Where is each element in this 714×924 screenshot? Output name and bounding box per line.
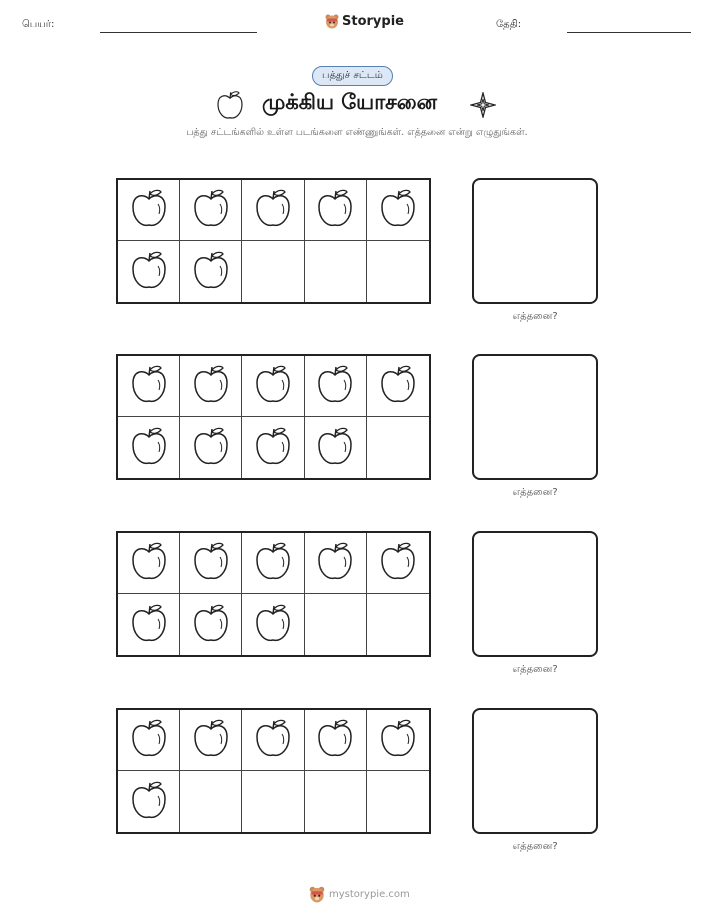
footer [309, 885, 410, 903]
apple-icon [378, 362, 418, 410]
date-field-line[interactable] [567, 32, 691, 33]
ten-frame-cell [180, 594, 242, 655]
brand-name: Storypie [342, 13, 404, 29]
date-label: தேதி: [496, 19, 522, 30]
apple-icon [129, 362, 169, 410]
ten-frame-cell [367, 533, 429, 594]
apple-icon [191, 716, 231, 764]
ten-frame-cell [118, 417, 180, 478]
apple-icon [253, 601, 293, 649]
apple-icon [215, 89, 245, 125]
apple-icon [253, 186, 293, 234]
ten-frame-cell [242, 417, 304, 478]
ten-frame-cell [367, 771, 429, 832]
ten-frame-cell [242, 594, 304, 655]
apple-icon [315, 362, 355, 410]
ten-frame-cell [180, 417, 242, 478]
answer-box[interactable] [472, 178, 598, 304]
apple-icon [253, 362, 293, 410]
ten-frame-cell [180, 771, 242, 832]
ten-frame-cell [118, 533, 180, 594]
ten-frame-cell [305, 710, 367, 771]
answer-box[interactable] [472, 354, 598, 480]
ten-frame-cell [242, 356, 304, 417]
apple-icon [378, 539, 418, 587]
ten-frame [116, 531, 431, 657]
ten-frame-cell [118, 241, 180, 302]
ten-frame-cell [180, 180, 242, 241]
page-title: முக்கிய யோசனை [262, 90, 438, 114]
apple-icon [253, 716, 293, 764]
answer-question-label: எத்தனை? [512, 311, 558, 322]
ten-frame-cell [118, 356, 180, 417]
answer-question-label: எத்தனை? [512, 487, 558, 498]
ten-frame-cell [367, 180, 429, 241]
storypie-bear-icon [325, 13, 339, 29]
ten-frame-cell [180, 533, 242, 594]
apple-icon [378, 716, 418, 764]
footer-site: mystorypie.com [329, 888, 410, 900]
ten-frame-cell [305, 417, 367, 478]
ten-frame-cell [180, 356, 242, 417]
apple-icon [191, 248, 231, 296]
apple-icon [129, 248, 169, 296]
apple-icon [315, 716, 355, 764]
ten-frame-cell [180, 710, 242, 771]
answer-box[interactable] [472, 708, 598, 834]
apple-icon [253, 539, 293, 587]
apple-icon [315, 424, 355, 472]
ten-frame-cell [118, 771, 180, 832]
ten-frame-cell [367, 710, 429, 771]
ten-frame-cell [305, 594, 367, 655]
apple-icon [129, 186, 169, 234]
ten-frame [116, 178, 431, 304]
ten-frame-cell [305, 356, 367, 417]
apple-icon [191, 424, 231, 472]
ten-frame-cell [118, 710, 180, 771]
apple-icon [129, 716, 169, 764]
ten-frame-cell [242, 241, 304, 302]
ten-frame-cell [118, 594, 180, 655]
ten-frame-cell [367, 594, 429, 655]
apple-icon [129, 539, 169, 587]
apple-icon [191, 186, 231, 234]
ten-frame-cell [242, 533, 304, 594]
ten-frame-cell [305, 241, 367, 302]
ten-frame-cell [118, 180, 180, 241]
apple-icon [315, 539, 355, 587]
name-label: பெயர்: [22, 19, 55, 30]
ten-frame-cell [305, 180, 367, 241]
apple-icon [191, 601, 231, 649]
sparkle-icon [470, 92, 496, 122]
ten-frame-cell [242, 710, 304, 771]
apple-icon [253, 424, 293, 472]
answer-question-label: எத்தனை? [512, 841, 558, 852]
apple-icon [129, 424, 169, 472]
name-field-line[interactable] [100, 32, 257, 33]
ten-frame-cell [367, 417, 429, 478]
apple-icon [191, 362, 231, 410]
ten-frame-cell [367, 241, 429, 302]
ten-frame-cell [242, 180, 304, 241]
apple-icon [378, 186, 418, 234]
ten-frame-cell [180, 241, 242, 302]
ten-frame [116, 708, 431, 834]
ten-frame-cell [242, 771, 304, 832]
apple-icon [191, 539, 231, 587]
apple-icon [129, 778, 169, 826]
apple-icon [315, 186, 355, 234]
instruction-text: பத்து சட்டங்களில் உள்ள படங்களை எண்ணுங்கள். எத்தனை என்று எழுதுங்கள். [186, 127, 528, 138]
ten-frame-cell [305, 771, 367, 832]
apple-icon [129, 601, 169, 649]
storypie-bear-icon [309, 885, 325, 903]
ten-frame [116, 354, 431, 480]
brand-logo [325, 13, 404, 29]
ten-frame-cell [367, 356, 429, 417]
answer-question-label: எத்தனை? [512, 664, 558, 675]
ten-frame-cell [305, 533, 367, 594]
topic-badge: பத்துச் சட்டம் [312, 66, 393, 86]
answer-box[interactable] [472, 531, 598, 657]
